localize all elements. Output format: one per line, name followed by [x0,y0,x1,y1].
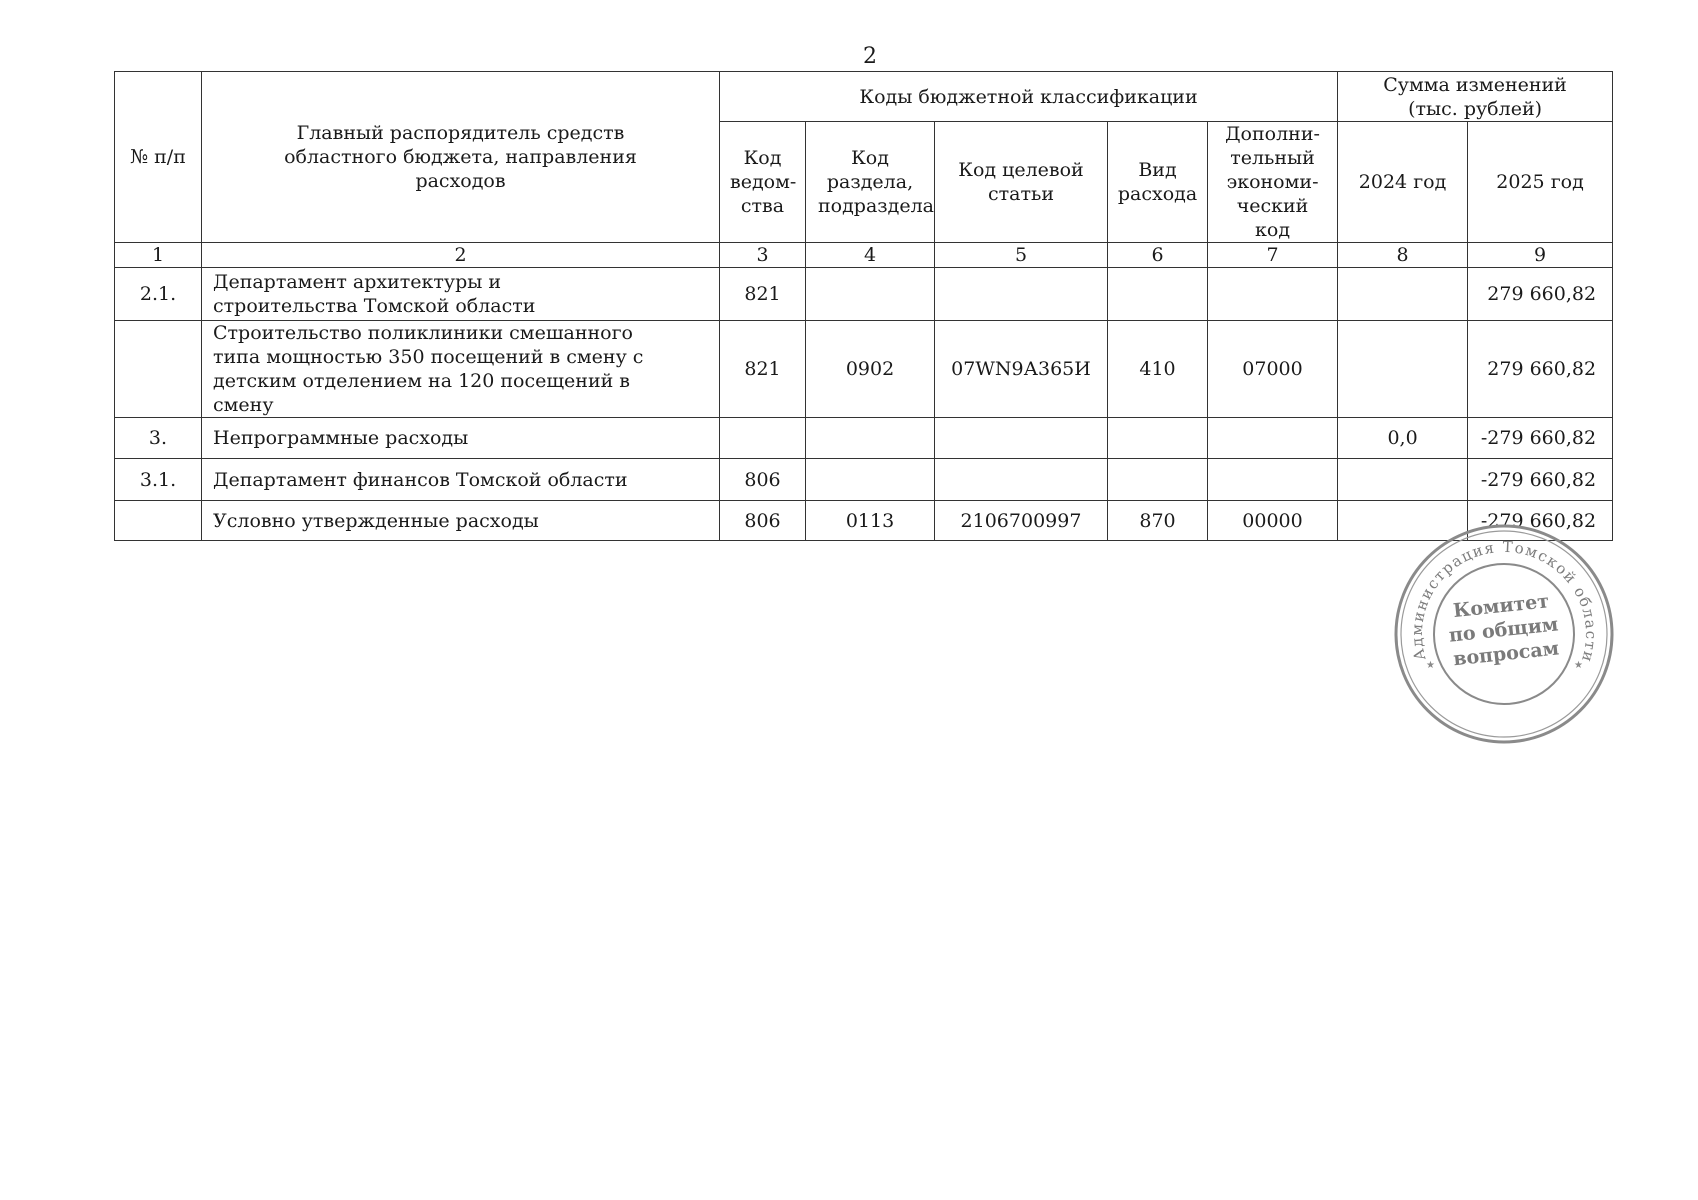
row-2025: 279 660,82 [1468,321,1613,418]
row-2025: -279 660,82 [1468,501,1613,541]
row-num [115,321,202,418]
row-section-code: 0113 [806,501,935,541]
column-index: 2 [202,243,720,268]
table-row [115,321,1613,418]
row-expense-type [1108,459,1208,501]
header-dept-code: Код ведом-ства [720,122,806,243]
row-section-code [806,459,935,501]
row-2024: 0,0 [1338,418,1468,459]
header-extra-code: Дополни-тельный экономи-ческий код [1208,122,1338,243]
column-index: 7 [1208,243,1338,268]
row-section-code [806,268,935,321]
row-name: Условно утвержденные расходы [202,501,720,541]
header-target-code: Код целевой статьи [935,122,1108,243]
header-section-code: Код раздела, подраздела [806,122,935,243]
header-codes-group: Коды бюджетной классификации [720,72,1338,122]
row-extra-code [1208,418,1338,459]
row-2025: 279 660,82 [1468,268,1613,321]
row-2025: -279 660,82 [1468,459,1613,501]
stamp-center-line: по общим [1447,613,1560,647]
column-index: 9 [1468,243,1613,268]
row-num: 2.1. [115,268,202,321]
column-index: 4 [806,243,935,268]
official-stamp [1392,522,1616,746]
row-dept-code: 806 [720,501,806,541]
row-target-code: 2106700997 [935,501,1108,541]
row-2024 [1338,321,1468,418]
column-index: 6 [1108,243,1208,268]
header-num: № п/п [115,72,202,243]
row-dept-code: 821 [720,321,806,418]
table-row [115,418,1613,459]
row-expense-type: 870 [1108,501,1208,541]
header-2024: 2024 год [1338,122,1468,243]
row-extra-code [1208,268,1338,321]
row-target-code [935,418,1108,459]
row-extra-code: 00000 [1208,501,1338,541]
row-name: Строительство поликлиники смешанного типа мощностью 350 посещений в смену с детским отделением на 120 посещений в смену [202,321,720,418]
row-name: Департамент финансов Томской области [202,459,720,501]
row-section-code [806,418,935,459]
row-num: 3.1. [115,459,202,501]
stamp-center-line: вопросам [1452,637,1561,671]
header-expense-type: Вид расхода [1108,122,1208,243]
row-dept-code [720,418,806,459]
column-index: 5 [935,243,1108,268]
row-target-code: 07WN9А365И [935,321,1108,418]
row-name: Непрограммные расходы [202,418,720,459]
stamp-ring-text: Администрация Томской области [1407,537,1601,666]
row-target-code [935,268,1108,321]
header-2025: 2025 год [1468,122,1613,243]
row-name: Департамент архитектуры и строительства Томской области [202,268,720,321]
header-name: Главный распорядитель средств областного бюджета, направления расходов [202,72,720,243]
header-sum-group: Сумма изменений (тыс. рублей) [1338,72,1613,122]
stamp-star-left: ★ [1426,660,1435,671]
row-2024 [1338,268,1468,321]
row-section-code: 0902 [806,321,935,418]
table-row [115,268,1613,321]
row-2025: -279 660,82 [1468,418,1613,459]
row-extra-code [1208,459,1338,501]
stamp-center-line: Комитет [1452,590,1551,623]
column-index-row [115,243,1613,268]
budget-changes-table [114,71,1613,541]
row-extra-code: 07000 [1208,321,1338,418]
row-target-code [935,459,1108,501]
table-row [115,501,1613,541]
row-dept-code: 821 [720,268,806,321]
table-row [115,459,1613,501]
header-row-top [115,72,1613,122]
row-num: 3. [115,418,202,459]
row-expense-type [1108,418,1208,459]
column-index: 1 [115,243,202,268]
row-expense-type [1108,268,1208,321]
row-dept-code: 806 [720,459,806,501]
row-expense-type: 410 [1108,321,1208,418]
row-2024 [1338,459,1468,501]
column-index: 8 [1338,243,1468,268]
stamp-star-right: ★ [1574,660,1583,671]
row-num [115,501,202,541]
column-index: 3 [720,243,806,268]
page-number: 2 [863,44,877,69]
